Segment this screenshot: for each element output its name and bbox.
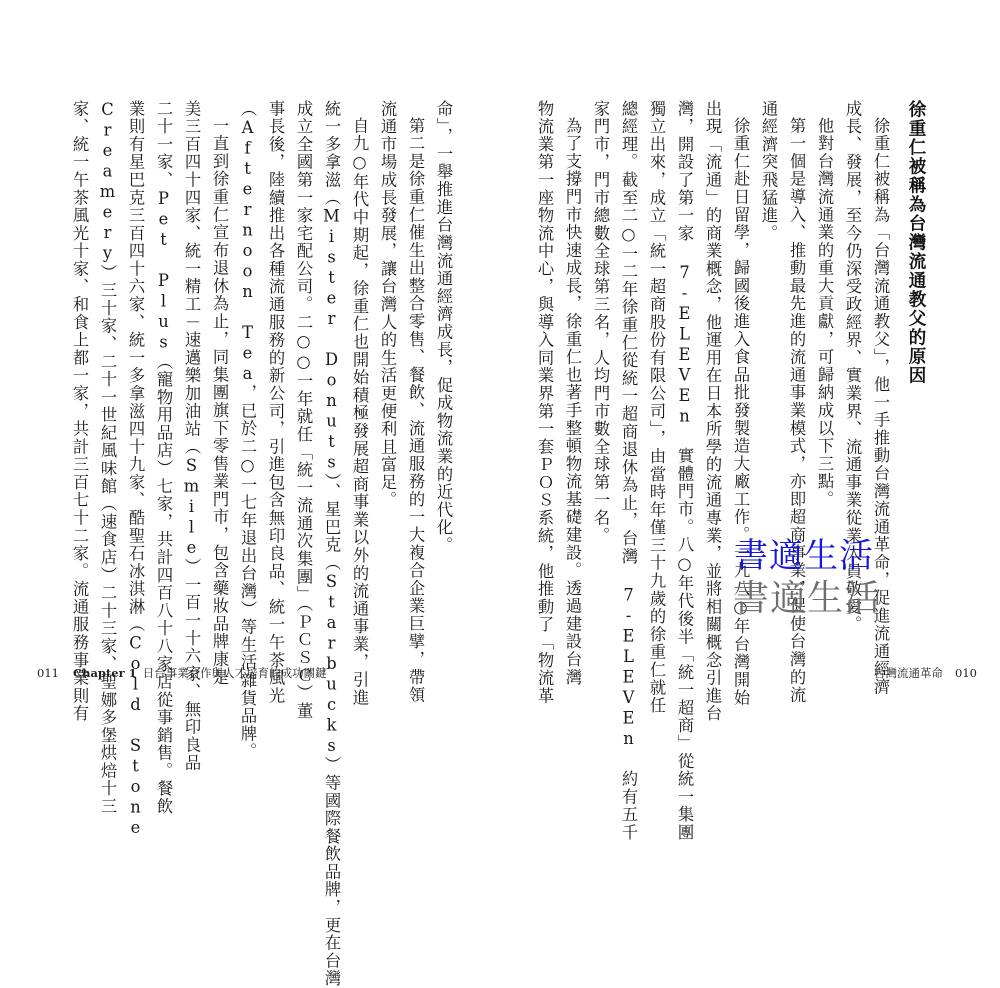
text-column: 總經理。截至二○一二年徐重仁從統一超商退休為止，台灣 7-ELEVEn 約有五千 — [619, 100, 638, 842]
text-column: 美三百四十四家、統一精工－速邁樂加油站（Smile）一百一十六家、無印良品 — [182, 100, 201, 772]
text-column: 統一多拿滋（Mister Donuts）、星巴克（Starbucks）等國際餐飲品牌，更在台灣 — [322, 100, 341, 988]
watermark-gray: 書適生活 — [733, 578, 882, 619]
text-column: 徐重仁赴日留學，歸國後進入食品批發製造大廠工作。一九八○年台灣開始 — [731, 117, 750, 707]
page-number: 011 — [37, 666, 59, 680]
text-column: 事長後，陸續推出各種流通服務的新公司，引進包含無印良品、統一午茶風光 — [266, 100, 285, 705]
text-column: 家門市，門市總數全球第三名，人均門市數全球第一名。 — [591, 100, 610, 545]
text-column: 物流業第一座物流中心，與導入同業界第一套ＰＯＳ系統，他推動了「物流革 — [535, 100, 554, 705]
section-heading: 徐重仁被稱為台灣流通教父的原因 — [906, 100, 926, 385]
text-column: 家、統一午茶風光十家、和食上都一家，共計三百七十二家。流通服務事業則有 — [70, 100, 89, 723]
text-column: 灣，開設了第一家 7-ELEVEn 實體門市。八○年代後半「統一超商」從統一集團 — [675, 100, 694, 842]
text-column: 自九○年代中期起，徐重仁也開始積極發展超商事業以外的流通事業，引進 — [350, 117, 369, 707]
running-title: 台灣流通革命 — [874, 666, 943, 680]
text-column: （Afternoon Tea，已於二○一七年退出台灣）等生活雜貨品牌。 — [238, 100, 257, 761]
text-column: 成長、發展，至今仍深受政經界、實業界、流通事業從業人員敬愛。 — [843, 100, 862, 634]
text-column: 命」，一舉推進台灣流通經濟成長，促成物流業的近代化。 — [434, 100, 453, 555]
text-column: 為了支撐門市快速成長，徐重仁也著手整頓物流基礎建設。透過建設台灣 — [563, 117, 582, 687]
text-column: 第一個是導入、推動最先進的流通事業模式，亦即超商事業，促使台灣的流 — [787, 117, 806, 705]
text-column: 第二是徐重仁催生出整合零售、餐飲、流通服務的一大複合企業巨擘，帶領 — [406, 117, 425, 705]
text-column: 流通市場成長發展，讓台灣人的生活更便利且富足。 — [378, 100, 397, 510]
page-footer — [37, 665, 327, 681]
chapter-label: Chapter 1 — [72, 666, 137, 680]
text-column: 二十一家、Pet Plus（寵物用品店）七家，共計四百八十八家店從事銷售。餐飲 — [154, 100, 173, 816]
page-number: 010 — [955, 666, 977, 680]
text-column: Creamery）三十家、二十一世紀風味館（速食店）二十三家、聖娜多堡烘焙十三 — [98, 100, 117, 816]
text-column: 徐重仁被稱為「台灣流通教父」，他一手推動台灣流通革命，促進流通經濟 — [871, 117, 890, 696]
text-column: 通經濟突飛猛進。 — [759, 100, 778, 243]
text-column: 出現「流通」的商業概念，他運用在日本所學的流通專業，並將相關概念引進台 — [703, 100, 722, 723]
watermark-blue: 書適生活 — [734, 536, 874, 576]
text-column: 成立全國第一家宅配公司。二○○一年就任「統一流通次集團」（ＰＣＳＣ）董 — [294, 100, 313, 720]
text-column: 他對台灣流通業的重大貢獻，可歸納成以下三點。 — [815, 117, 834, 509]
text-column: 一直到徐重仁宣布退休為止，同集團旗下零售業門市，包含藥妝品牌康是 — [210, 117, 229, 687]
text-column: 獨立出來，成立「統一超商股份有限公司」，由當時年僅三十九歲的徐重仁就任 — [647, 100, 666, 715]
text-column: 業則有星巴克三百四十六家、統一多拿滋四十九家、酷聖石冰淇淋（Cold Stone — [126, 100, 145, 839]
chapter-title: 日台事業合作與人才培育的成功關鍵 — [142, 666, 327, 680]
page-footer — [874, 665, 977, 681]
